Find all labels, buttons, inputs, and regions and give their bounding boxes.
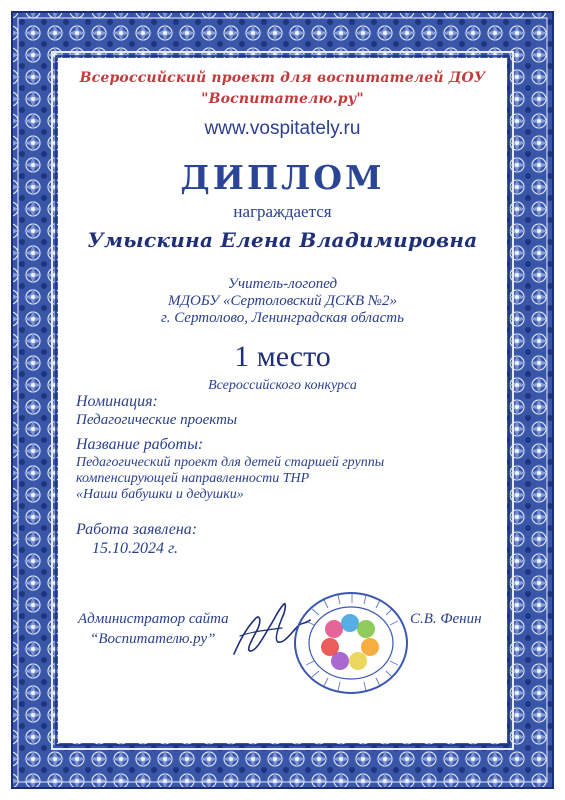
diploma-body [58, 58, 507, 743]
site-url[interactable]: www.vospitately.ru [204, 118, 361, 139]
work-title-line2: компенсирующей направленности ТНР [76, 471, 310, 486]
stamp-icon [292, 591, 410, 695]
admin-label: Администратор сайта [78, 611, 229, 627]
contest-label: Всероссийского конкурса [208, 378, 357, 393]
nomination-value: Педагогические проекты [76, 412, 238, 428]
place-title: 1 место [234, 340, 331, 373]
awarded-label: награждается [233, 202, 332, 221]
admin-site: “Воспитателю.ру” [90, 631, 216, 647]
recipient-location: г. Сертолово, Ленинградская область [161, 310, 404, 326]
admin-name: С.В. Фенин [410, 611, 482, 627]
recipient-position: Учитель-логопед [227, 276, 338, 292]
recipient-organization: МДОБУ «Сертоловский ДСКВ №2» [167, 293, 397, 309]
work-title-line1: Педагогический проект для детей старшей группы [76, 455, 385, 470]
nomination-label: Номинация: [76, 393, 158, 410]
work-title-line3: «Наши бабушки и дедушки» [76, 487, 244, 502]
project-title: Всероссийский проект для воспитателей ДОУ [79, 70, 486, 86]
submitted-label: Работа заявлена: [76, 521, 198, 538]
site-name: "Воспитателю.ру" [201, 91, 364, 107]
submitted-date: 15.10.2024 г. [92, 540, 179, 557]
work-label: Название работы: [76, 436, 204, 453]
diploma-title: ДИПЛОМ [180, 158, 385, 197]
recipient-name: Умыскина Елена Владимировна [87, 228, 478, 252]
